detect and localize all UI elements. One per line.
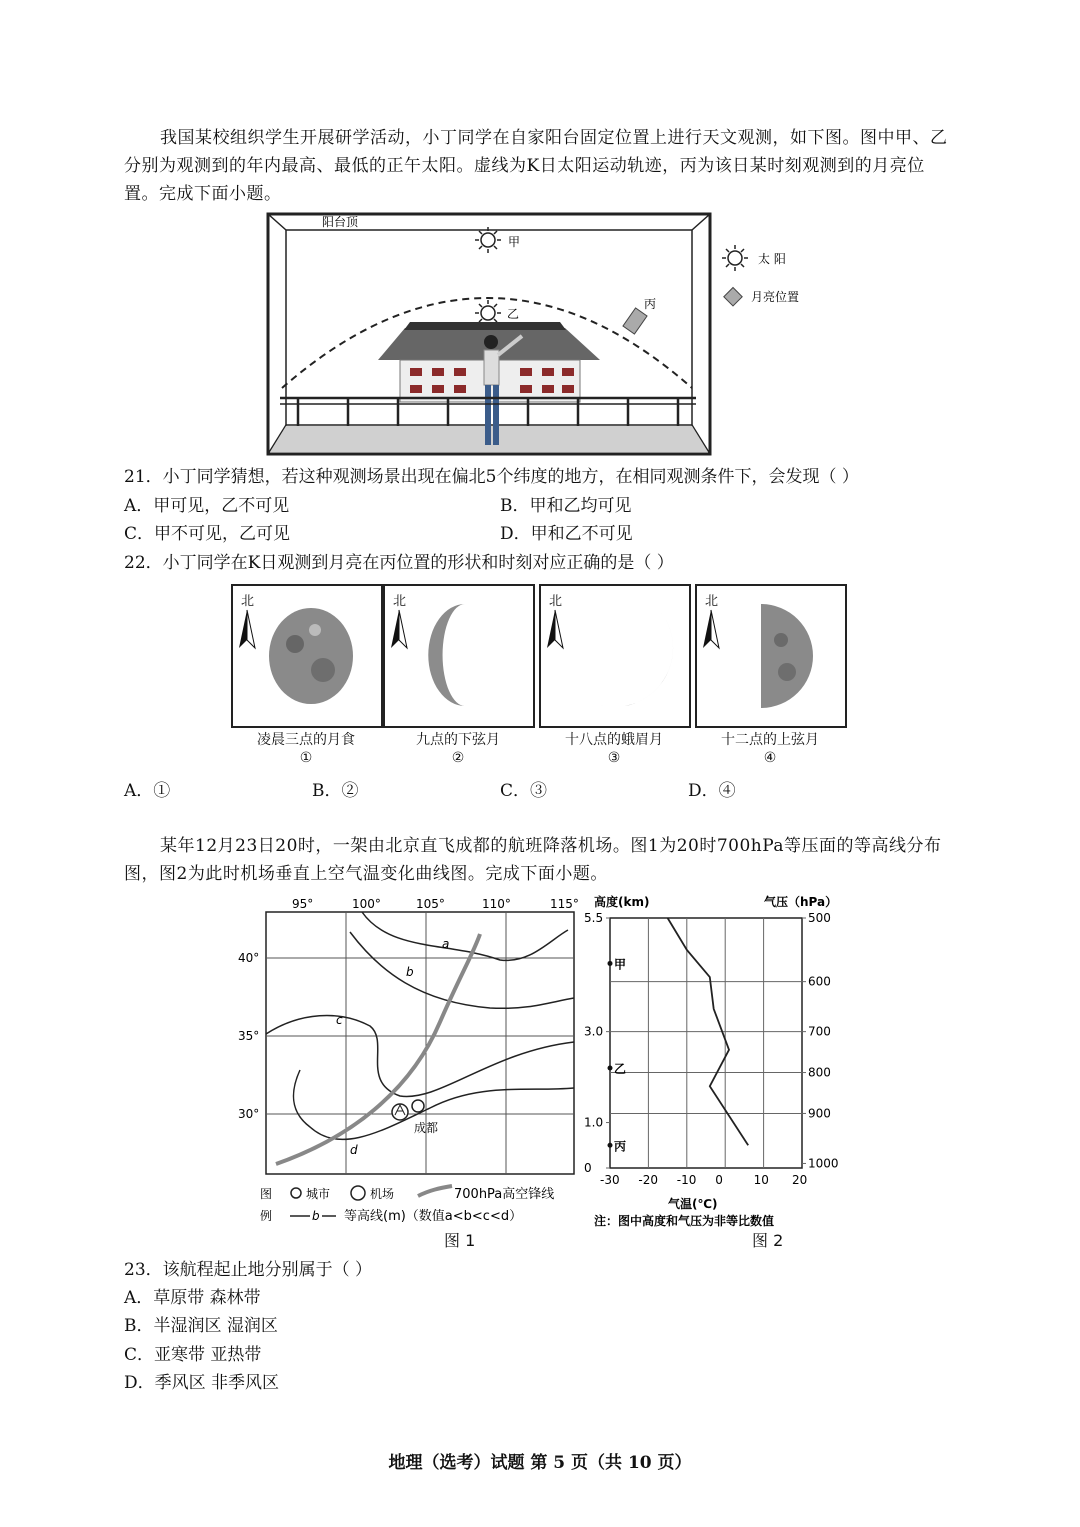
first-quarter-moon-icon	[753, 600, 823, 712]
legend-airport-label: 机场	[370, 1187, 395, 1201]
pressure-tick-label: 600	[808, 974, 831, 989]
legend-title-2: 例	[260, 1209, 273, 1223]
legend-airport-icon	[351, 1186, 365, 1200]
lon-label-105: 105°	[416, 897, 445, 911]
q21-option-d[interactable]: D．甲和乙不可见	[500, 524, 633, 544]
figure-1-caption: 图 1	[444, 1231, 476, 1250]
moon-panel-2	[383, 584, 535, 728]
q21-option-c[interactable]: C．甲不可见，乙可见	[124, 524, 291, 544]
north-label: 北	[241, 594, 255, 609]
question-21-stem: 21．小丁同学猜想，若这种观测场景出现在偏北5个纬度的地方，在相同观测条件下，会发现（ ）	[124, 467, 859, 487]
legend-moon-icon	[724, 288, 742, 306]
x-tick-label: -30	[600, 1173, 620, 1187]
profile-point-label: 丙	[614, 1139, 627, 1154]
panel-1-caption: 凌晨三点的月食 ①	[257, 732, 355, 766]
q22-option-c[interactable]: C．③	[500, 781, 548, 801]
lat-label-35: 35°	[238, 1029, 260, 1043]
profile-point-marker	[608, 1066, 613, 1071]
legend-front-label: 700hPa高空锋线	[454, 1187, 555, 1202]
q23-option-b[interactable]: B．半湿润区 湿润区	[124, 1316, 278, 1336]
roof-label: 阳台顶	[322, 215, 359, 229]
north-arrow-icon	[389, 608, 409, 652]
lat-label-40: 40°	[238, 951, 260, 965]
legend-sun-label: 太 阳	[758, 252, 786, 266]
pressure-tick-label: 1000	[808, 1156, 839, 1171]
moon-bing-label: 丙	[644, 297, 657, 311]
city-chengdu-label: 成都	[414, 1121, 439, 1135]
panel-3-caption: 十八点的蛾眉月 ③	[565, 732, 663, 766]
panel-2-caption: 九点的下弦月 ②	[416, 732, 500, 766]
north-label: 北	[549, 594, 563, 609]
panel-4-caption: 十二点的上弦月 ④	[721, 732, 819, 766]
q21-option-b[interactable]: B．甲和乙均可见	[500, 496, 632, 516]
q22-option-b[interactable]: B．②	[312, 781, 359, 801]
pressure-tick-label: 900	[808, 1106, 831, 1121]
north-arrow-icon	[237, 608, 257, 652]
airport-icon	[392, 1104, 408, 1120]
height-tick-label: 5.5	[584, 911, 604, 925]
lon-label-100: 100°	[352, 897, 381, 911]
intro-paragraph-2: 某年12月23日20时，一架由北京直飞成都的航班降落机场。图1为20时700hPa等压面的等高线分布图，图2为此时机场垂直上空气温变化曲线图。完成下面小题。	[124, 836, 942, 884]
q23-option-d[interactable]: D．季风区 非季风区	[124, 1373, 280, 1393]
legend-sun-icon	[722, 245, 748, 271]
contour-label-b: b	[406, 965, 414, 979]
x-tick-label: 0	[715, 1173, 723, 1187]
question-23-stem: 23．该航程起止地分别属于（ ）	[124, 1260, 373, 1280]
moon-eclipse-icon	[265, 600, 357, 708]
q22-option-d[interactable]: D．④	[688, 781, 736, 801]
north-label: 北	[705, 594, 719, 609]
x-tick-label: 20	[792, 1173, 808, 1187]
lat-label-30: 30°	[238, 1107, 260, 1121]
pressure-tick-label: 500	[808, 911, 831, 925]
temperature-profile-chart	[584, 892, 854, 1228]
q21-option-a[interactable]: A．甲可见，乙不可见	[124, 496, 290, 516]
moon-panel-3	[539, 584, 691, 728]
sun-jia-icon	[475, 227, 501, 253]
pressure-tick-label: 800	[808, 1065, 831, 1080]
lon-label-110: 110°	[482, 897, 511, 911]
q23-option-c[interactable]: C．亚寒带 亚热带	[124, 1345, 262, 1365]
moon-bing-icon	[623, 308, 647, 334]
height-tick-label: 3.0	[584, 1024, 604, 1039]
legend-contour-symbol: b	[312, 1209, 320, 1223]
q23-option-a[interactable]: A．草原带 森林带	[124, 1288, 261, 1308]
legend-city-icon	[291, 1188, 301, 1198]
profile-note: 注：图中高度和气压为非等比数值	[594, 1214, 775, 1228]
contour-map-figure	[230, 892, 590, 1232]
page-footer: 地理（选考）试题 第 5 页（共 10 页）	[388, 1453, 692, 1473]
x-tick-label: -10	[676, 1173, 697, 1187]
question-22-stem: 22．小丁同学在K日观测到月亮在丙位置的形状和时刻对应正确的是（ ）	[124, 553, 674, 573]
height-tick-label: 0	[584, 1161, 592, 1175]
profile-y2label: 气压（hPa）	[764, 895, 838, 909]
legend-front-icon	[418, 1186, 452, 1196]
legend-moon-label: 月亮位置	[751, 290, 800, 304]
pressure-tick-label: 700	[808, 1024, 831, 1039]
sun-yi-label: 乙	[507, 307, 520, 321]
profile-point-label: 甲	[614, 957, 627, 972]
crescent-moon-icon	[569, 596, 679, 706]
waning-crescent-moon-icon	[425, 600, 505, 710]
contour-line-a	[362, 912, 568, 960]
north-arrow-icon	[545, 608, 565, 652]
north-arrow-icon	[701, 608, 721, 652]
moon-panel-1	[231, 584, 383, 728]
balcony-observation-figure	[260, 210, 850, 460]
sun-jia-label: 甲	[508, 235, 521, 249]
x-tick-label: -20	[638, 1173, 659, 1187]
profile-xlabel: 气温(℃)	[668, 1197, 718, 1211]
profile-point-label: 乙	[614, 1062, 627, 1076]
lon-label-95: 95°	[292, 897, 314, 911]
height-tick-label: 1.0	[584, 1115, 604, 1130]
north-label: 北	[393, 594, 407, 609]
moon-panel-4	[695, 584, 847, 728]
contour-label-c: c	[336, 1013, 343, 1027]
intro-paragraph-1: 我国某校组织学生开展研学活动，小丁同学在自家阳台固定位置上进行天文观测，如下图。图中甲、乙分别为观测到的年内最高、最低的正午太阳。虚线为K日太阳运动轨迹，丙为该日某时刻观测到的月亮位置。完成下面小题。	[124, 128, 948, 204]
x-tick-label: 10	[753, 1173, 769, 1187]
figure-2-caption: 图 2	[752, 1231, 784, 1250]
profile-point-marker	[608, 1143, 613, 1148]
q22-option-a[interactable]: A．①	[124, 781, 171, 801]
profile-ylabel: 高度(km)	[594, 895, 650, 909]
contour-label-a: a	[442, 937, 450, 951]
legend-title: 图	[260, 1187, 273, 1201]
legend-city-label: 城市	[306, 1187, 331, 1201]
lon-label-115: 115°	[550, 897, 579, 911]
profile-point-marker	[608, 961, 613, 966]
city-chengdu-marker	[412, 1100, 424, 1112]
legend-contour-label: 等高线(m)（数值a<b<c<d）	[344, 1209, 523, 1224]
profile-frame	[610, 918, 802, 1168]
contour-label-d: d	[350, 1143, 358, 1157]
